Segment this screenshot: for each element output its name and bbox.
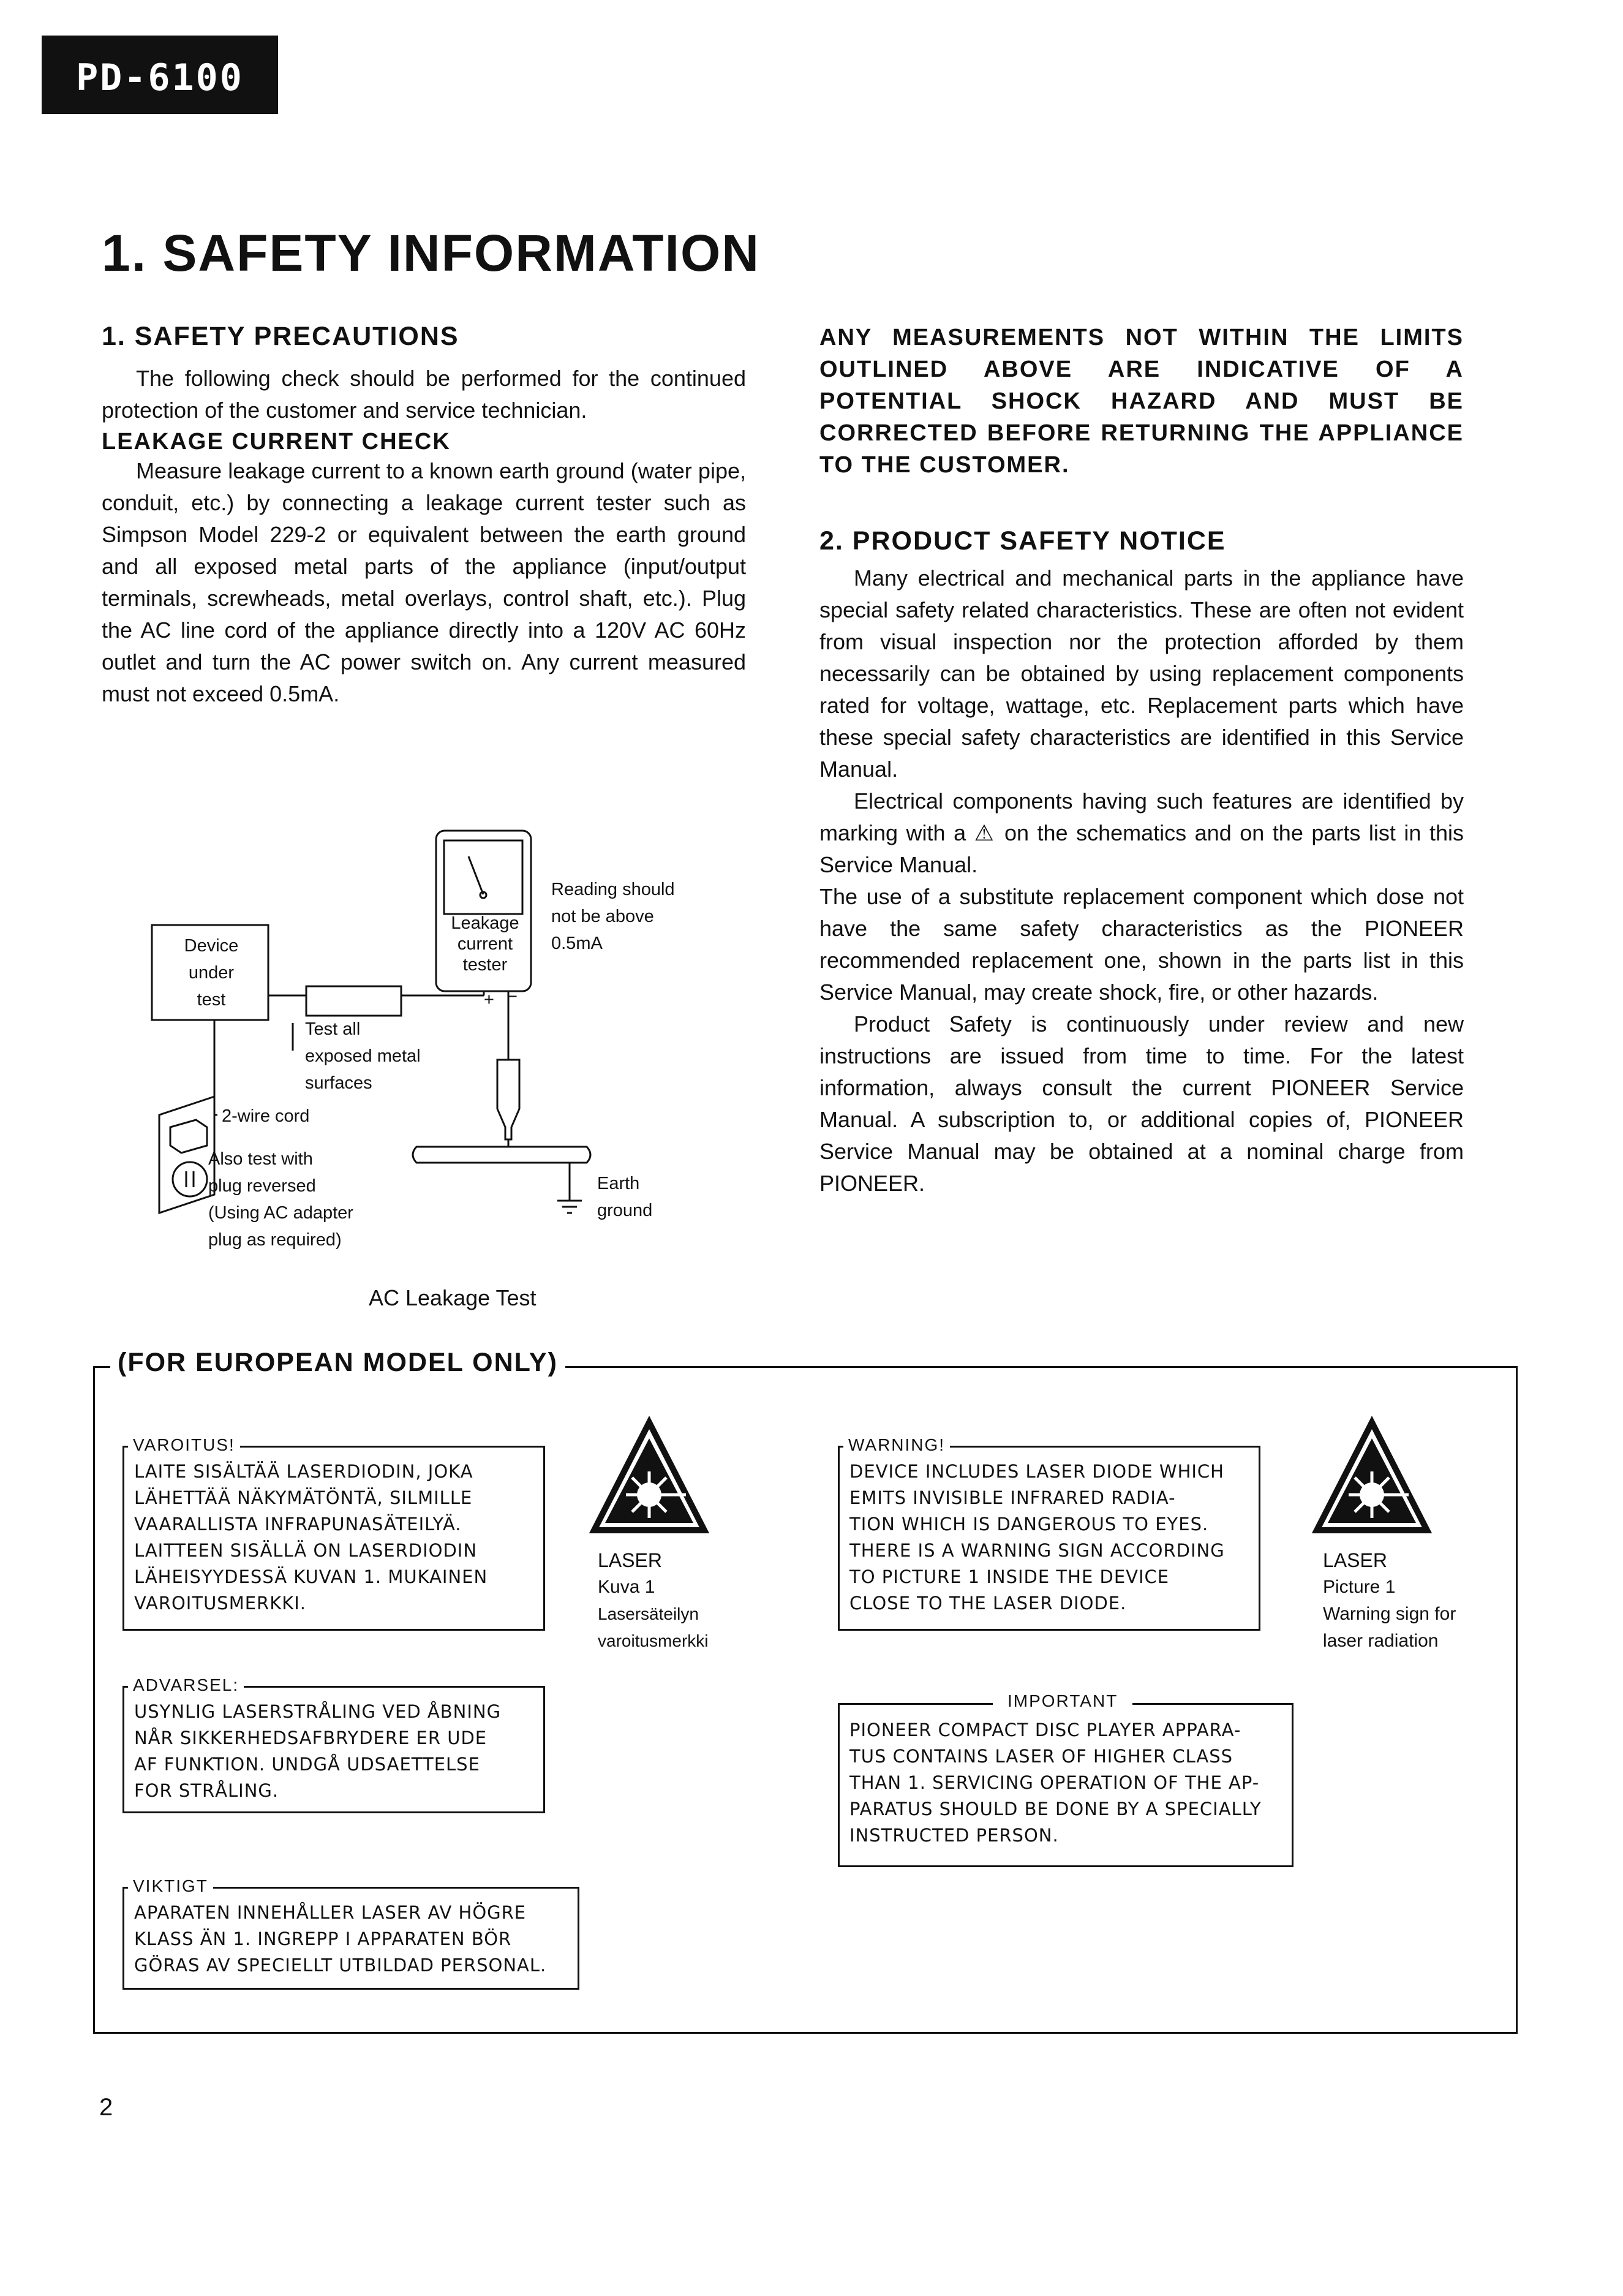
varoitus-text: LAITE SISÄLTÄÄ LASERDIODIN, JOKA LÄHETTÄÄ NÄKYMÄTÖNTÄ, SILMILLE VAARALLISTA INFRAPUNASÄTEILYÄ. LAITTEEN SISÄLLÄ ON LASERDIODIN LÄHEISYYDESSÄ KUVAN 1. MUKAINEN VAROITUSMERKKI. bbox=[134, 1461, 488, 1614]
leakage-heading: LEAKAGE CURRENT CHECK bbox=[102, 429, 451, 455]
viktigt-notice bbox=[122, 1876, 579, 1990]
viktigt-label: VIKTIGT bbox=[128, 1876, 213, 1896]
laser-fi-caption: LASER Kuva 1 Lasersäteilyn varoitusmerkki bbox=[598, 1549, 709, 1650]
diagram-caption: AC Leakage Test bbox=[369, 1285, 537, 1310]
device-label: Device under test bbox=[184, 936, 239, 1010]
plus-sign: + bbox=[484, 990, 494, 1010]
laser-warning-icon bbox=[1311, 1415, 1433, 1544]
precautions-intro: The following check should be performed for the continued protection of the customer and service technician. bbox=[102, 366, 746, 423]
safety-precautions-heading: 1. SAFETY PRECAUTIONS bbox=[102, 322, 459, 351]
product-safety-p2: Electrical components having such features are identified by marking with a ⚠ on the schematics and on the parts list in this Service Manual. bbox=[819, 788, 1464, 877]
product-safety-p1: Many electrical and mechanical parts in the appliance have special safety related characteristics. These are often not evident from visual inspection nor the protection afforded by them necessarily can be obtained by using replacement components rated for voltage, wattage, etc. Replacement parts which have these special safety characteristics are identified in this Service Manual. bbox=[819, 565, 1464, 782]
ac-leakage-diagram bbox=[141, 821, 741, 1323]
advarsel-label: ADVARSEL: bbox=[128, 1675, 244, 1695]
varoitus-label: VAROITUS! bbox=[128, 1435, 240, 1455]
warning-label: WARNING! bbox=[843, 1435, 950, 1455]
page-number: 2 bbox=[99, 2094, 113, 2121]
right-column bbox=[819, 322, 1464, 1199]
model-badge: PD-6100 bbox=[42, 36, 278, 114]
advarsel-text: USYNLIG LASERSTRÅLING VED ÅBNING NÅR SIKKERHEDSAFBRYDERE ER UDE AF FUNKTION. UNDGÅ UDSAETTELSE FOR STRÅLING. bbox=[134, 1701, 502, 1801]
earth-label: Earth ground bbox=[597, 1174, 653, 1220]
test-all-note: Test all exposed metal surfaces bbox=[305, 1019, 421, 1093]
laser-en-caption: LASER Picture 1 Warning sign for laser radiation bbox=[1323, 1549, 1456, 1651]
product-safety-heading: 2. PRODUCT SAFETY NOTICE bbox=[819, 526, 1226, 556]
warning-notice bbox=[838, 1435, 1260, 1631]
important-text: PIONEER COMPACT DISC PLAYER APPARA- TUS CONTAINS LASER OF HIGHER CLASS THAN 1. SERVICING OPERATION OF THE AP- PARATUS SHOULD BE DONE BY A SPECIALLY INSTRUCTED PERSON. bbox=[849, 1720, 1262, 1846]
meter-label: Leakage current tester bbox=[451, 913, 519, 975]
varoitus-notice bbox=[122, 1435, 545, 1631]
european-title: (FOR EUROPEAN MODEL ONLY) bbox=[110, 1348, 565, 1378]
important-label: IMPORTANT bbox=[993, 1691, 1132, 1711]
minus-sign: − bbox=[507, 987, 518, 1006]
safety-precautions-section bbox=[102, 322, 746, 710]
warning-text: DEVICE INCLUDES LASER DIODE WHICH EMITS INVISIBLE INFRARED RADIA- TION WHICH IS DANGEROUS TO EYES. THERE IS A WARNING SIGN ACCORDING TO PICTURE 1 INSIDE THE DEVICE CLOSE TO THE LASER DIODE. bbox=[849, 1461, 1225, 1614]
important-notice bbox=[838, 1691, 1294, 1867]
page-title: 1. SAFETY INFORMATION bbox=[102, 224, 760, 282]
viktigt-text: APARATEN INNEHÅLLER LASER AV HÖGRE KLASS ÄN 1. INGREPP I APPARATEN BÖR GÖRAS AV SPECIELLT UTBILDAD PERSONAL. bbox=[134, 1902, 547, 1976]
reading-note: Reading should not be above 0.5mA bbox=[551, 880, 675, 953]
leakage-text: Measure leakage current to a known earth ground (water pipe, conduit, etc.) by connecting a leakage current tester such as Simpson Model 229-2 or equivalent between the earth ground and all exposed metal parts of the appliance (input/output terminals, screwheads, metal overlays, control shaft, etc.). Plug the AC line cord of the appliance directly into a 120V AC 60Hz outlet and turn the AC power switch on. Any current measured must not exceed 0.5mA. bbox=[102, 458, 746, 706]
meter-face bbox=[444, 840, 522, 914]
product-safety-p3: The use of a substitute replacement component which dose not have the same safety characteristics as the PIONEER recommended replacement one, shown in the parts list in this Service Manual, may create shock, fire, or other hazards. bbox=[819, 884, 1464, 1005]
advarsel-notice bbox=[122, 1675, 545, 1813]
product-safety-p4: Product Safety is continuously under review and new instructions are issued from time to time. For the latest information, always consult the current PIONEER Service Manual. A subscription to, or additional copies of, PIONEER Service Manual may be obtained at a nominal charge from PIONEER. bbox=[819, 1011, 1464, 1196]
also-test-note: Also test with plug reversed (Using AC adapter plug as required) bbox=[208, 1149, 353, 1250]
cord-label: 2-wire cord bbox=[222, 1106, 310, 1126]
laser-warning-icon bbox=[588, 1415, 710, 1544]
measurement-warning: ANY MEASUREMENTS NOT WITHIN THE LIMITS OUTLINED ABOVE ARE INDICATIVE OF A POTENTIAL SHOCK HAZARD AND MUST BE CORRECTED BEFORE RETURNING THE APPLIANCE TO THE CUSTOMER. bbox=[819, 325, 1464, 478]
